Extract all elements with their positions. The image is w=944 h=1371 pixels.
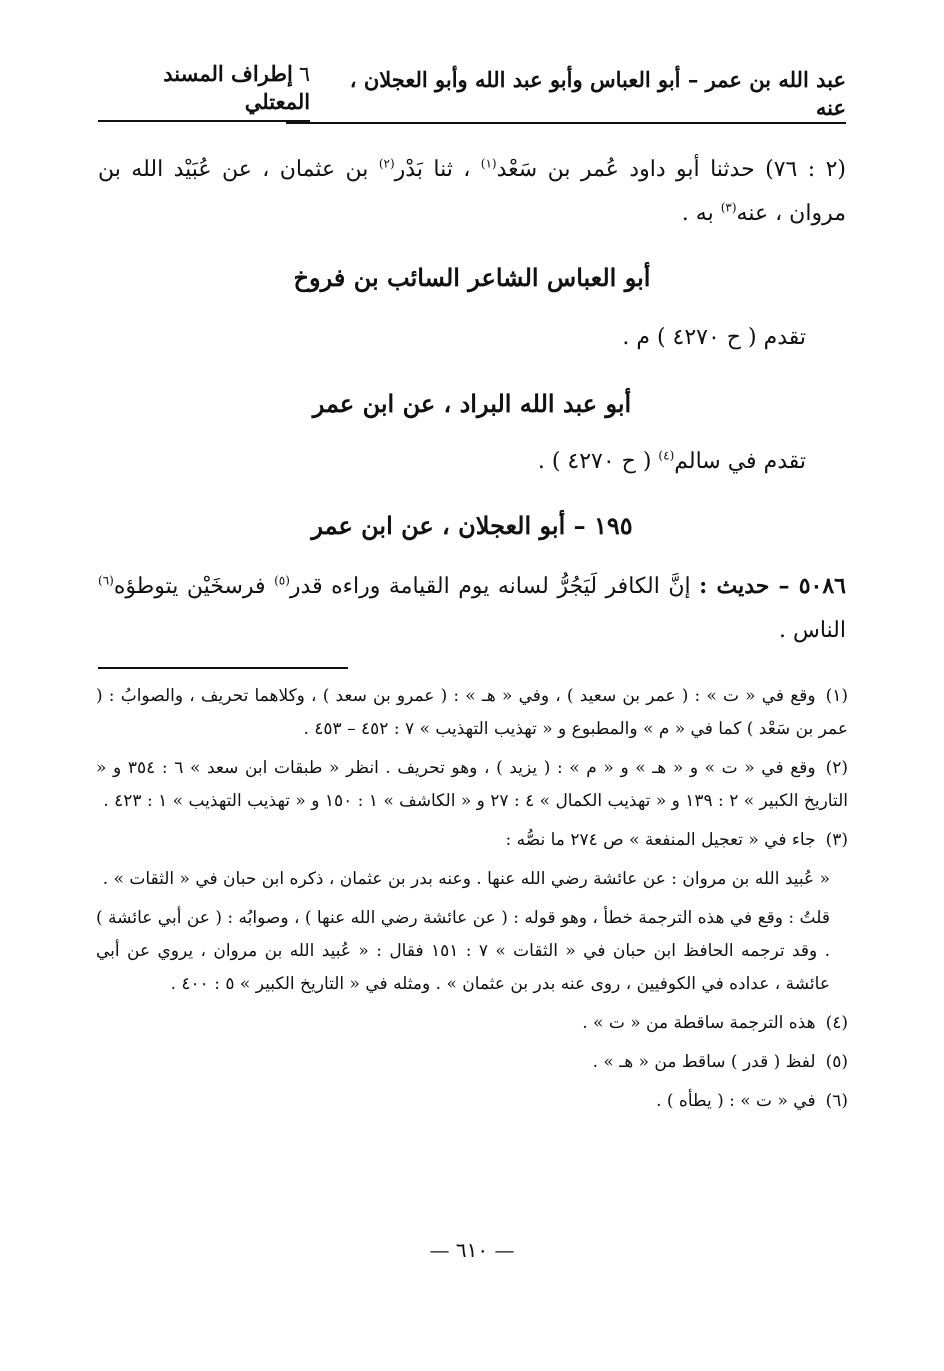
- footnote-number: (٢): [825, 758, 848, 778]
- footnotes: [96, 680, 848, 1124]
- cross-reference-line: [98, 442, 806, 482]
- footnote-number: (٦): [825, 1091, 848, 1111]
- footnote-ref[interactable]: (١): [480, 156, 497, 171]
- footnote-3-comment: قلتُ : وقع في هذه الترجمة خطأ ، وهو قوله : ( عن عائشة رضي الله عنها ) ، وصوابُه : ( عن أبي عائشة ) . وقد ترجمه الحافظ ابن حبان في « الثقات » ٧ : ١٥١ فقال : « عُبيد الله بن مروان ، يروي عن أبي عائشة ، عداده في الكوفيين ، روى عنه بدر بن عثمان » . ومثله في « التاريخ الكبير » ٥ : ٤٠٠ .: [96, 908, 830, 994]
- footnote-text: في « ت » : ( يطأه ) .: [656, 1091, 816, 1111]
- footnote-text: هذه الترجمة ساقطة من « ت » .: [582, 1013, 816, 1033]
- footnote-ref[interactable]: (٤): [658, 448, 675, 463]
- header-book-title: [98, 60, 310, 122]
- hadith-paragraph-5086: [98, 564, 846, 653]
- entry-text: تقدم في سالم: [674, 449, 806, 474]
- entry-text: ، ثنا بَدْر: [394, 157, 481, 182]
- entry-text: (٢ : ٧٦) حدثنا أبو داود عُمر بن سَعْد: [496, 157, 846, 182]
- footnote-number: (٣): [825, 830, 848, 850]
- footnote-4: [96, 1007, 848, 1040]
- footnote-ref[interactable]: (٥): [274, 573, 290, 588]
- cross-reference-line: تقدم ( ح ٤٢٧٠ ) م .: [622, 325, 806, 350]
- entry-text: بن عثمان ، عن عُبَيْد الله بن مروان ، عنه: [98, 157, 846, 226]
- page-number: — ٦١٠ —: [429, 1238, 515, 1262]
- entry-text: ( ح ٤٢٧٠ ) .: [537, 449, 659, 474]
- footnote-number: (٤): [825, 1013, 848, 1033]
- hadith-text: إنَّ الكافر لَيَجُرُّ لسانه يوم القيامة وراءه قدر: [289, 574, 700, 599]
- entry-text: به .: [681, 201, 721, 226]
- header-book-number: ٦: [298, 62, 311, 86]
- section-heading-ajlan: ١٩٥ – أبو العجلان ، عن ابن عمر: [311, 511, 633, 540]
- footnote-text: لفظ ( قدر ) ساقط من « هـ » .: [592, 1052, 816, 1072]
- footnote-text: وقع في « ت » و « هـ » و « م » : ( يزيد ) ، وهو تحريف . انظر « طبقات ابن سعد » ٦ : ٣٥٤ و « التاريخ الكبير » ٢ : ١٣٩ و « تهذيب الكمال » ٤ : ٢٧ و « الكاشف » ١ : ١٥٠ و « تهذيب التهذيب » ١ : ٤٢٣ .: [96, 758, 848, 811]
- footnote-3: [96, 824, 848, 857]
- footnote-6: [96, 1085, 848, 1118]
- footnote-number: (٥): [825, 1052, 848, 1072]
- entry-paragraph-76: [98, 148, 846, 236]
- hadith-text: الناس .: [779, 618, 846, 643]
- footnote-ref[interactable]: (٦): [98, 573, 114, 588]
- running-header: [98, 61, 846, 122]
- section-heading-barrad: أبو عبد الله البراد ، عن ابن عمر: [312, 389, 632, 418]
- header-book-name: إطراف المسند المعتلي: [163, 61, 311, 114]
- footnote-ref[interactable]: (٢): [378, 156, 395, 171]
- section-heading-saib: أبو العباس الشاعر السائب بن فروخ: [293, 263, 651, 292]
- footnote-5: [96, 1046, 848, 1079]
- footnote-1: [96, 680, 848, 746]
- footnote-text: وقع في « ت » : ( عمر بن سعيد ) ، وفي « هـ » : ( عمرو بن سعد ) ، وكلاهما تحريف ، والصوابُ : ( عمر بن سَعْد ) كما في « م » والمطبوع و « تهذيب التهذيب » ٧ : ٤٥٢ – ٤٥٣ .: [96, 686, 848, 739]
- hadith-text: فرسخَيْن يتوطؤه: [113, 574, 275, 599]
- footnote-ref[interactable]: (٣): [720, 200, 737, 215]
- hadith-number: ٥٠٨٦ – حديث :: [699, 573, 846, 599]
- header-main-title: عبد الله بن عمر – أبو العباس وأبو عبد الله وأبو العجلان ، عنه: [349, 67, 846, 120]
- header-rule: [286, 122, 846, 124]
- footnote-number: (١): [825, 686, 848, 706]
- footnote-text: جاء في « تعجيل المنفعة » ص ٢٧٤ ما نصُّه :: [505, 830, 816, 850]
- footnote-3-quote: « عُبيد الله بن مروان : عن عائشة رضي الله عنها . وعنه بدر بن عثمان ، ذكره ابن حبان في « الثقات » .: [102, 869, 830, 889]
- footnote-2: [96, 752, 848, 818]
- footnote-separator: [98, 667, 348, 669]
